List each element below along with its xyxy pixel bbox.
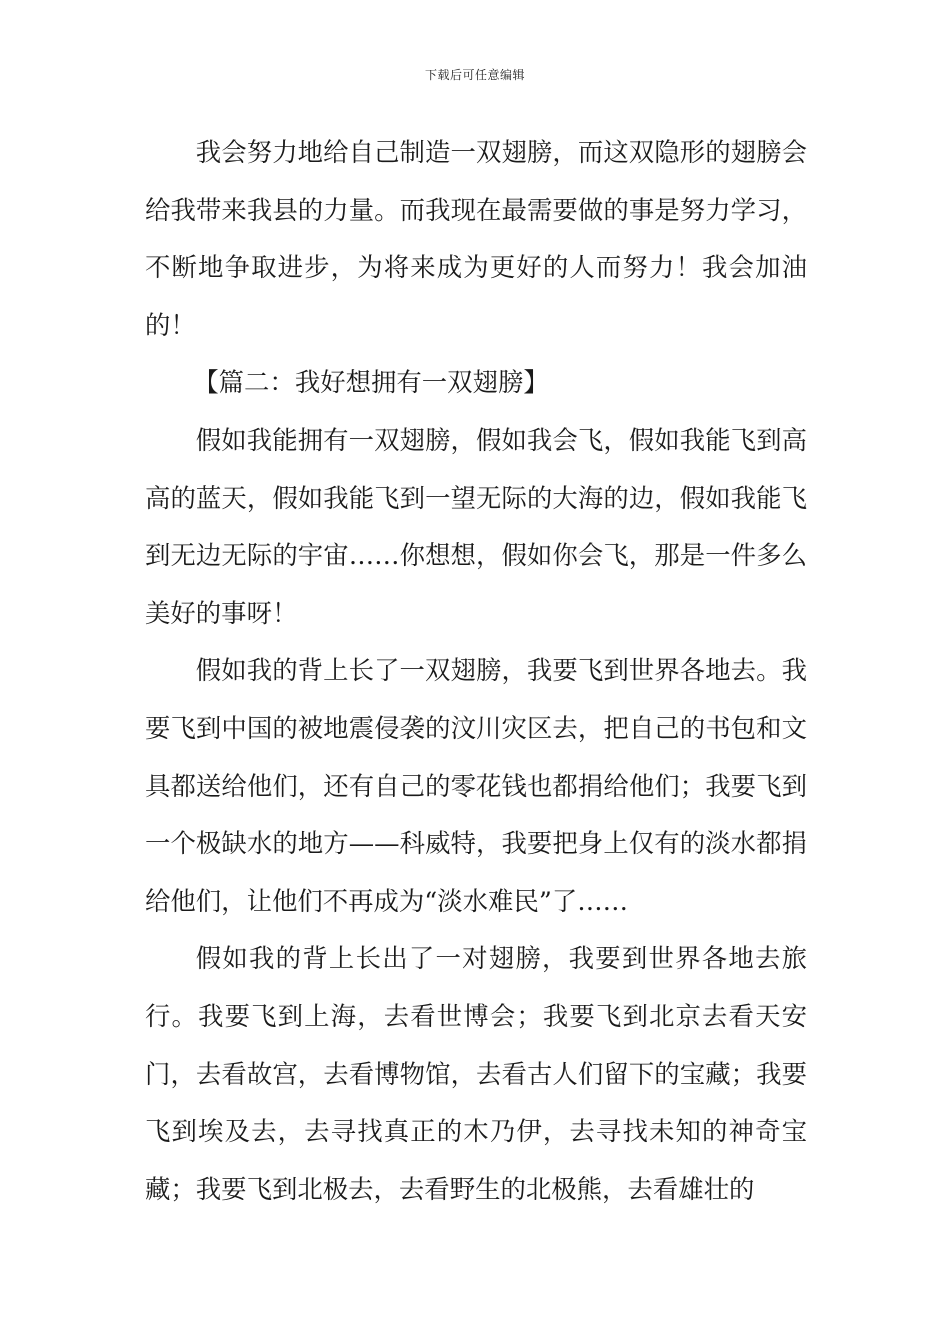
paragraph-wings-effort: 我会努力地给自己制造一双翅膀，而这双隐形的翅膀会给我带来我县的力量。而我现在最需要做的事是努力学习，不断地争取进步，为将来成为更好的人而努力！我会加油的！ (145, 137, 807, 340)
paragraph-if-i-could-fly: 假如我能拥有一双翅膀，假如我会飞，假如我能飞到高高的蓝天，假如我能飞到一望无际的大海的边，假如我能飞到无边无际的宇宙……你想想，假如你会飞，那是一件多么美好的事呀！ (145, 424, 807, 628)
header-note: 下载后可任意编辑 (424, 68, 525, 82)
document-body (145, 124, 807, 1218)
paragraph-fly-to-travel: 假如我的背上长出了一对翅膀，我要到世界各地去旅行。我要飞到上海，去看世博会；我要飞到北京去看天安门，去看故宫，去看博物馆，去看古人们留下的宝藏；我要飞到埃及去，去寻找真正的木乃伊，去寻找未知的神奇宝藏；我要飞到北极去，去看野生的北极熊，去看雄壮的 (145, 943, 807, 1204)
section-heading-part-two: 【篇二：我好想拥有一双翅膀】 (193, 367, 549, 398)
paragraph-fly-to-help: 假如我的背上长了一双翅膀，我要飞到世界各地去。我要飞到中国的被地震侵袭的汶川灾区去，把自己的书包和文具都送给他们，还有自己的零花钱也都捐给他们；我要飞到一个极缺水的地方——科威特，我要把身上仅有的淡水都捐给他们，让他们不再成为“淡水难民”了…… (145, 655, 807, 916)
